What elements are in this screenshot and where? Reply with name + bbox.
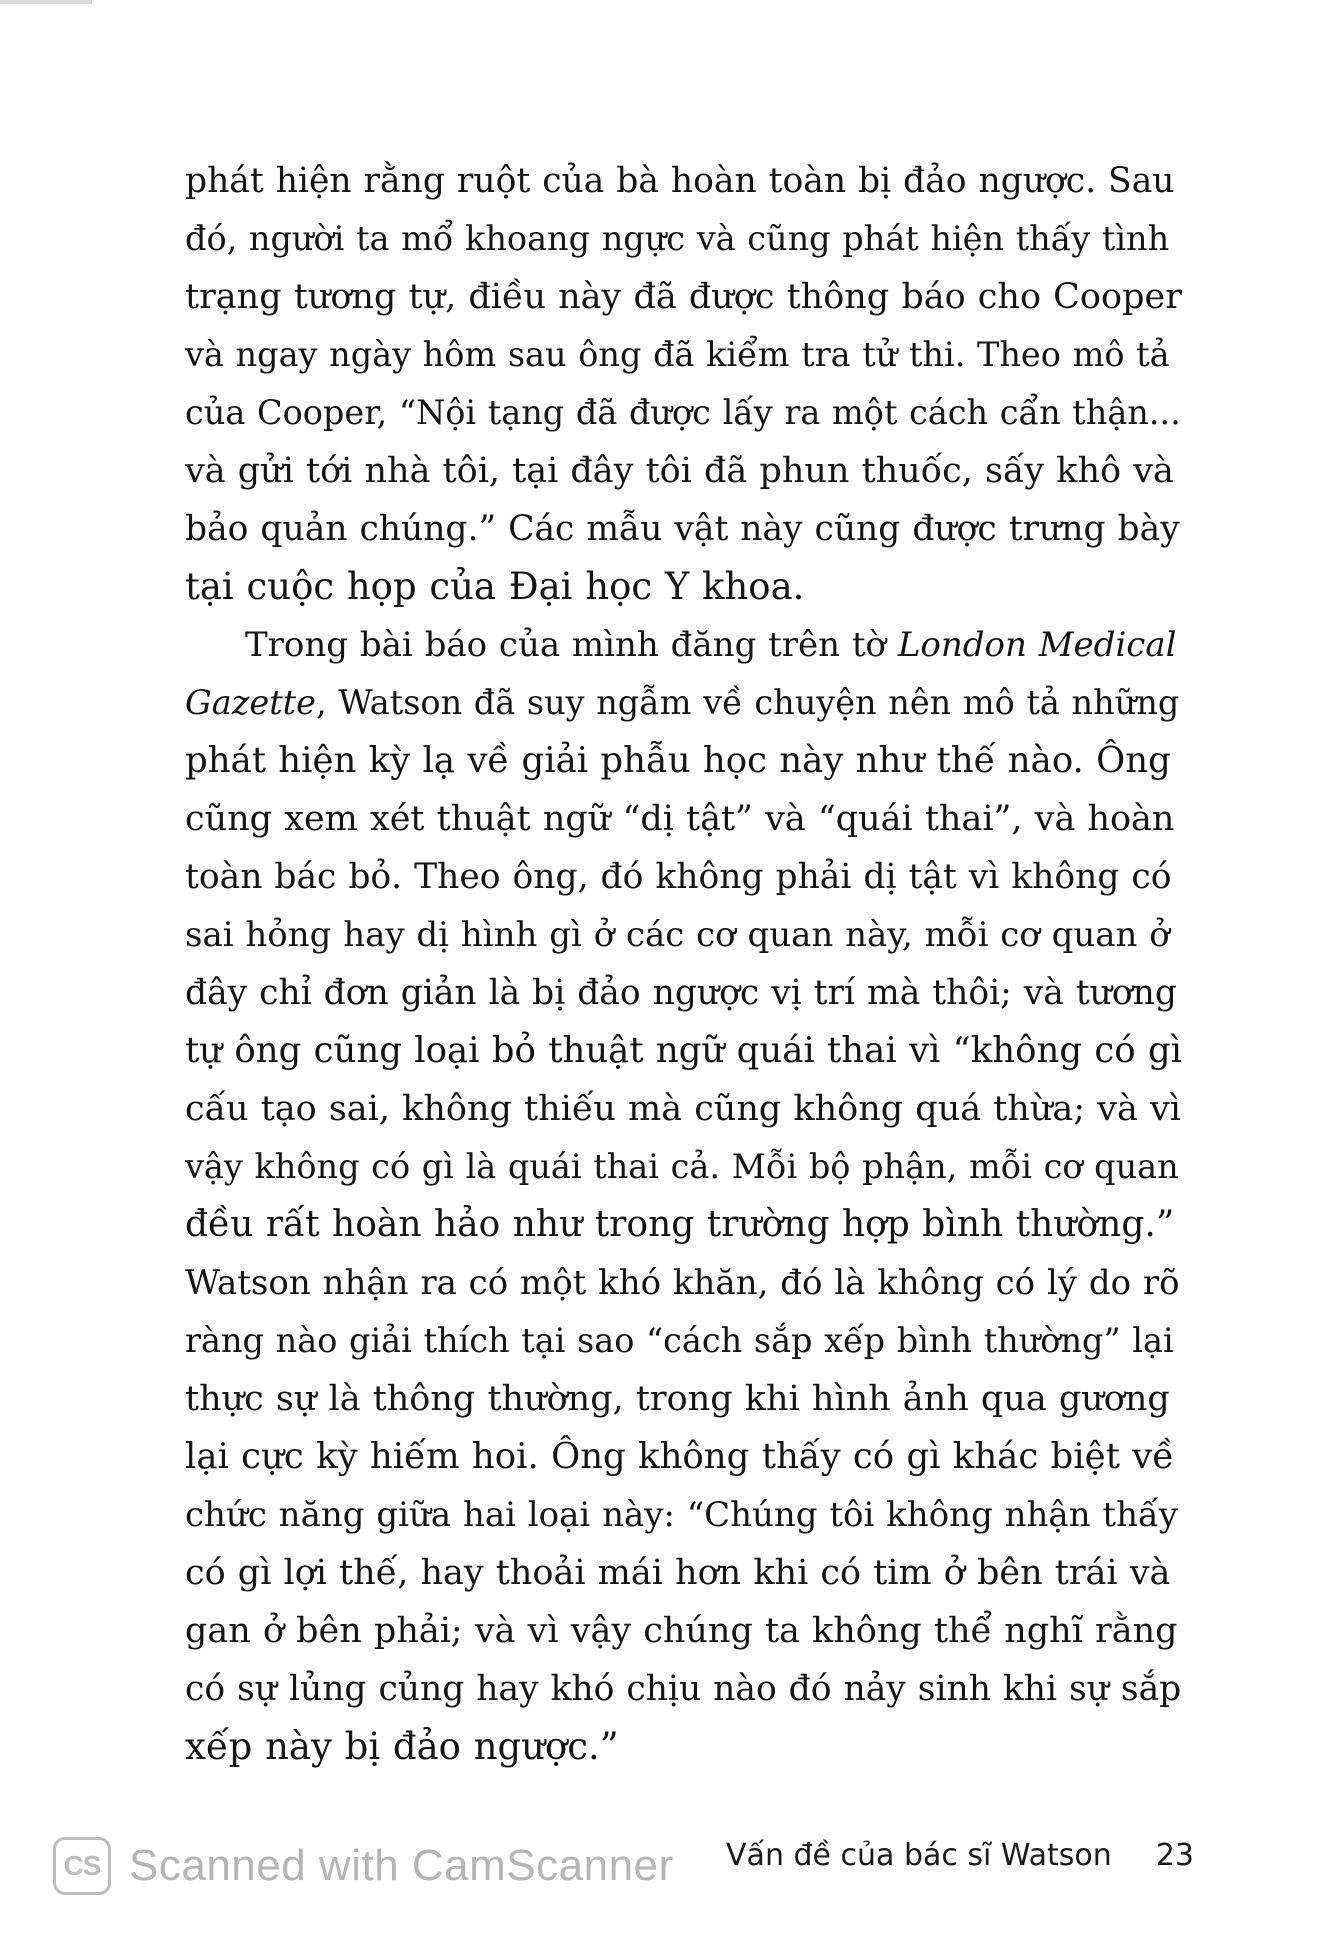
text-line (185, 268, 1183, 326)
text-line (185, 674, 1183, 732)
text-line (185, 326, 1183, 384)
text-run: Trong bài báo của mình đăng trên tờ (245, 625, 898, 665)
text-run: thực sự là thông thường, trong khi hình ảnh qua gương (185, 1379, 1170, 1419)
text-run: đó, người ta mổ khoang ngực và cũng phát hiện thấy tình (185, 219, 1170, 258)
text-run: ràng nào giải thích tại sao “cách sắp xếp bình thường” lại (185, 1321, 1174, 1360)
text-line (185, 964, 1183, 1022)
text-run: đây chỉ đơn giản là bị đảo ngược vị trí mà thôi; và tương (185, 973, 1177, 1013)
text-line (185, 1660, 1183, 1718)
text-run: Watson nhận ra có một khó khăn, đó là không có lý do rõ (185, 1263, 1180, 1303)
page-footer (726, 1838, 1194, 1873)
text-run: tại cuộc họp của Đại học Y khoa. (185, 565, 805, 608)
paragraph (185, 616, 1183, 1776)
text-line (185, 1022, 1183, 1080)
text-run: và ngay ngày hôm sau ông đã kiểm tra tử thi. Theo mô tả (185, 335, 1170, 374)
text-run: toàn bác bỏ. Theo ông, đó không phải dị tật vì không có (185, 857, 1172, 897)
text-line (185, 1080, 1183, 1138)
text-line (185, 1254, 1183, 1312)
text-line (185, 558, 1183, 616)
text-line (185, 152, 1183, 210)
text-run: tự ông cũng loại bỏ thuật ngữ quái thai vì “không có gì (185, 1030, 1183, 1071)
text-line (185, 1602, 1183, 1660)
text-run: phát hiện rằng ruột của bà hoàn toàn bị đảo ngược. Sau (185, 161, 1175, 201)
text-run: có gì lợi thế, hay thoải mái hơn khi có tim ở bên trái và (185, 1553, 1171, 1593)
running-title: Vấn đề của bác sĩ Watson (726, 1838, 1112, 1873)
text-line (185, 384, 1183, 442)
text-run: của Cooper, “Nội tạng đã được lấy ra một cách cẩn thận... (185, 393, 1181, 432)
text-run: phát hiện kỳ lạ về giải phẫu học này như thế nào. Ông (185, 740, 1171, 781)
text-run: bảo quản chúng.” Các mẫu vật này cũng được trưng bày (185, 509, 1180, 549)
text-line (185, 1138, 1183, 1196)
camscanner-watermark (53, 1837, 674, 1895)
text-line (185, 210, 1183, 268)
camscanner-logo-icon: CS (53, 1837, 111, 1895)
text-run: đều rất hoàn hảo như trong trường hợp bình thường.” (185, 1204, 1175, 1245)
text-run: trạng tương tự, điều này đã được thông báo cho Cooper (185, 277, 1182, 317)
text-line (185, 1718, 1183, 1776)
text-run: lại cực kỳ hiếm hoi. Ông không thấy có gì khác biệt về (185, 1436, 1175, 1477)
text-line (185, 1486, 1183, 1544)
text-line (185, 1428, 1183, 1486)
text-run: vậy không có gì là quái thai cả. Mỗi bộ phận, mỗi cơ quan (185, 1147, 1179, 1186)
text-line (185, 848, 1183, 906)
text-line (185, 616, 1183, 674)
text-line (185, 906, 1183, 964)
text-run: sai hỏng hay dị hình gì ở các cơ quan này, mỗi cơ quan ở (185, 915, 1170, 955)
scan-edge-mark (0, 0, 92, 4)
watermark-text: Scanned with CamScanner (129, 1841, 674, 1890)
text-line (185, 1196, 1183, 1254)
page-number: 23 (1155, 1838, 1194, 1873)
text-run: có sự lủng củng hay khó chịu nào đó nảy sinh khi sự sắp (185, 1669, 1182, 1709)
text-run: và gửi tới nhà tôi, tại đây tôi đã phun thuốc, sấy khô và (185, 451, 1174, 491)
text-run: xếp này bị đảo ngược.” (185, 1725, 619, 1768)
body-text (185, 152, 1183, 1776)
paragraph (185, 152, 1183, 616)
italic-text-run: London Medical (897, 625, 1177, 665)
text-line (185, 790, 1183, 848)
text-run: cũng xem xét thuật ngữ “dị tật” và “quái thai”, và hoàn (185, 799, 1175, 839)
text-line (185, 500, 1183, 558)
text-run: cấu tạo sai, không thiếu mà cũng không quá thừa; và vì (185, 1089, 1181, 1129)
text-line (185, 442, 1183, 500)
text-line (185, 732, 1183, 790)
italic-text-run: Gazette (185, 683, 316, 722)
text-line (185, 1544, 1183, 1602)
text-line (185, 1370, 1183, 1428)
text-line (185, 1312, 1183, 1370)
text-run: chức năng giữa hai loại này: “Chúng tôi không nhận thấy (185, 1495, 1179, 1535)
text-run: gan ở bên phải; và vì vậy chúng ta không thể nghĩ rằng (185, 1611, 1178, 1651)
text-run: , Watson đã suy ngẫm về chuyện nên mô tả những (315, 683, 1180, 722)
